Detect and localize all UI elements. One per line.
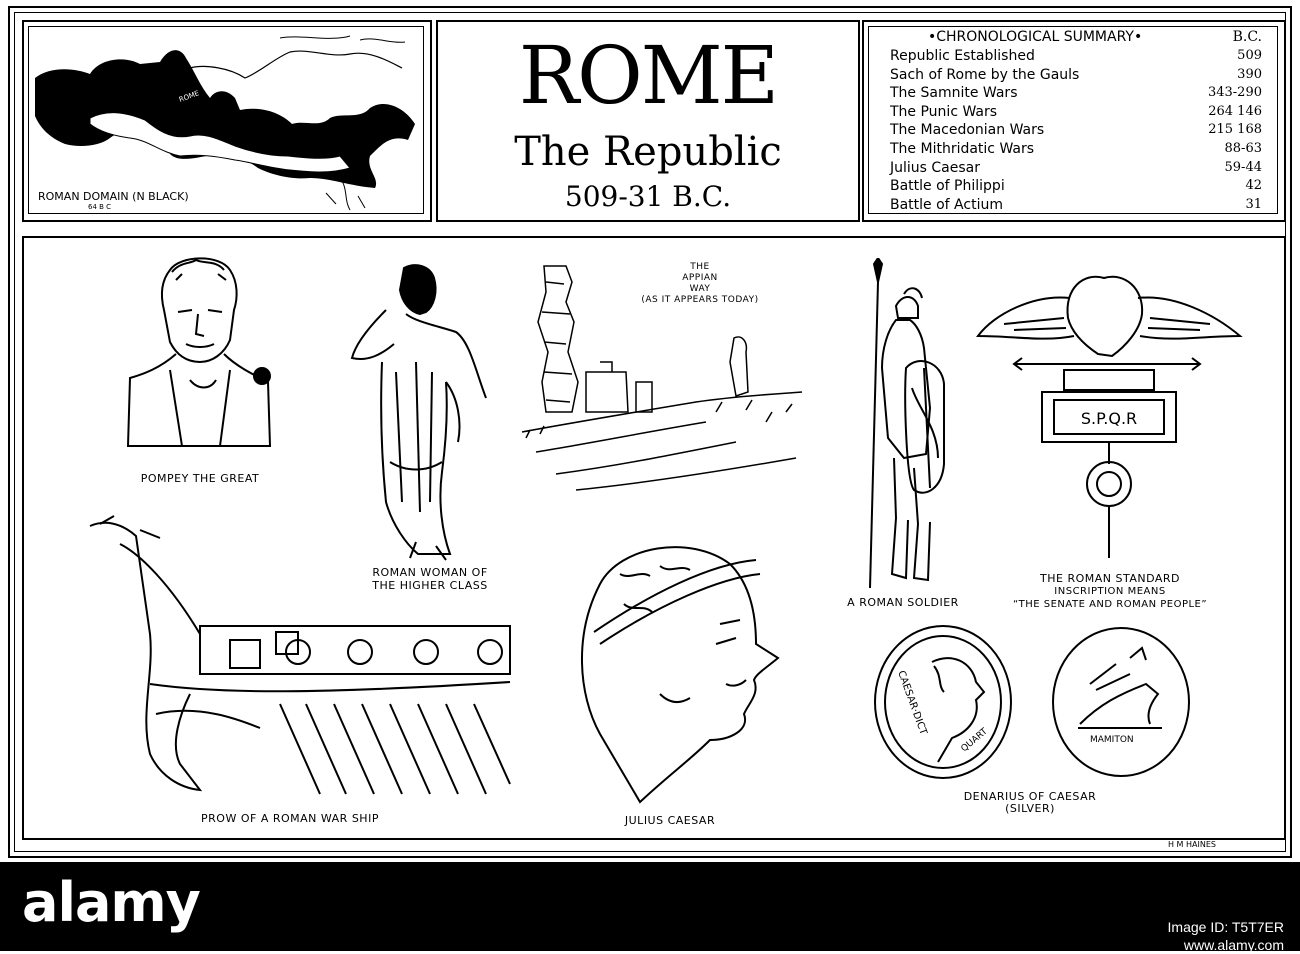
image-id-label: Image ID: T5T7ER xyxy=(1167,919,1284,935)
chronology-row: Republic Established 509 xyxy=(890,48,1262,64)
chronology-list xyxy=(890,47,1262,214)
coin-obverse-legend-2: QUART xyxy=(959,726,990,755)
denarius-caption-line1: DENARIUS OF CAESAR xyxy=(963,790,1097,803)
appian-caption-line1: THE xyxy=(690,262,710,272)
chronology-row: The Samnite Wars 343-290 xyxy=(890,85,1262,102)
alamy-site-link[interactable]: www.alamy.com xyxy=(1183,937,1284,953)
denarius-obverse-coin xyxy=(872,622,1014,782)
roman-soldier-illustration xyxy=(848,258,958,594)
page-dates: 509-31 B.C. xyxy=(564,180,732,213)
pompey-bust-illustration xyxy=(120,250,280,462)
war-ship-illustration xyxy=(80,514,520,810)
roman-standard-illustration xyxy=(974,258,1244,568)
page-subtitle: The Republic xyxy=(514,129,782,175)
map-sublabel: 64 B C xyxy=(88,203,112,211)
chronology-unit: B.C. xyxy=(1232,29,1262,45)
page-title: ROME xyxy=(518,29,778,122)
julius-caesar-illustration xyxy=(560,534,790,810)
denarius-reverse-coin xyxy=(1050,624,1192,780)
chronology-row: Battle of Actium 31 xyxy=(890,196,1262,213)
standard-caption-line3: “THE SENATE AND ROMAN PEOPLE” xyxy=(1012,599,1208,610)
appian-caption-line3: WAY xyxy=(689,284,711,294)
chronology-row: Battle of Philippi 42 xyxy=(890,178,1262,195)
mediterranean-map xyxy=(30,28,420,212)
map-city-label: ROME xyxy=(177,89,201,104)
chronology-heading: •CHRONOLOGICAL SUMMARY• xyxy=(928,29,1143,45)
roman-woman-caption-line1: ROMAN WOMAN OF xyxy=(372,566,488,579)
chronology-row: The Punic Wars 264 146 xyxy=(890,103,1262,120)
artist-signature: H M HAINES xyxy=(1168,840,1216,849)
roman-soldier-caption: A ROMAN SOLDIER xyxy=(847,596,959,609)
chronology-row: Sach of Rome by the Gauls 390 xyxy=(890,66,1262,83)
roman-woman-caption-line2: THE HIGHER CLASS xyxy=(372,579,488,592)
image-id-block xyxy=(1168,918,1284,954)
chronology-heading-row xyxy=(890,28,1262,46)
julius-caesar-caption: JULIUS CAESAR xyxy=(624,814,716,827)
standard-caption-line2: INSCRIPTION MEANS xyxy=(1054,586,1166,597)
spqr-inscription: S.P.Q.R xyxy=(1080,409,1138,428)
map-label: ROMAN DOMAIN (N BLACK) xyxy=(38,190,189,203)
coin-obverse-legend: CAESAR·DICT xyxy=(895,669,929,737)
appian-caption-line2: APPIAN xyxy=(682,273,718,283)
appian-caption-line4: (AS IT APPEARS TODAY) xyxy=(641,295,759,305)
pompey-caption: POMPEY THE GREAT xyxy=(140,472,260,485)
war-ship-caption: PROW OF A ROMAN WAR SHIP xyxy=(201,812,379,825)
chronology-row: The Macedonian Wars 215 168 xyxy=(890,122,1262,139)
chronology-row: Julius Caesar 59-44 xyxy=(890,159,1262,176)
standard-caption-line1: THE ROMAN STANDARD xyxy=(1040,572,1180,585)
chronology-row: The Mithridatic Wars 88-63 xyxy=(890,140,1262,157)
denarius-caption-line2: (SILVER) xyxy=(1005,802,1055,815)
alamy-logo: alamy xyxy=(22,871,200,934)
coin-reverse-legend: MAMITON xyxy=(1090,735,1134,745)
